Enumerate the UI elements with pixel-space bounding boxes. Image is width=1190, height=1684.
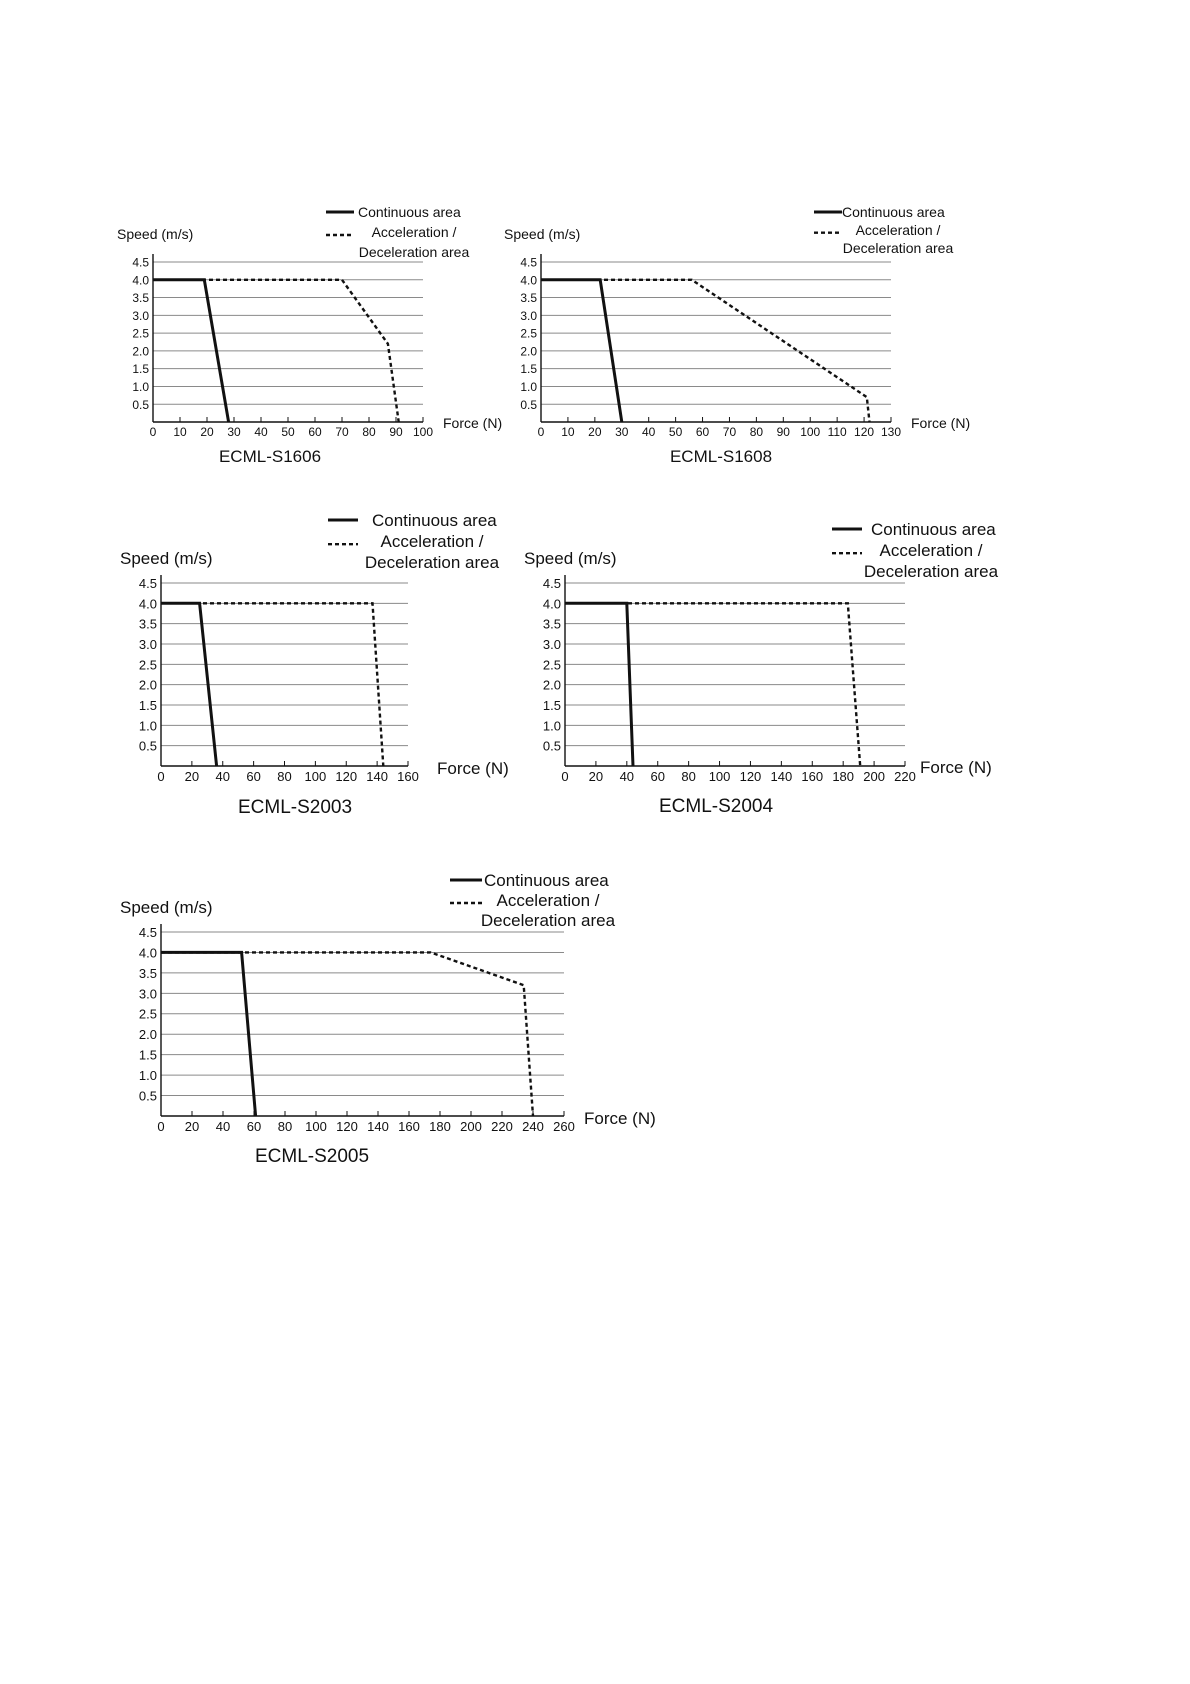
- legend-acceleration-label: Acceleration /: [371, 223, 457, 240]
- x-tick-label: 100: [800, 425, 821, 439]
- y-tick-label: 1.0: [520, 380, 537, 395]
- x-tick-label: 100: [304, 769, 327, 784]
- x-tick-label: 80: [277, 1119, 293, 1134]
- y-tick-label: 3.5: [520, 291, 537, 306]
- legend-continuous-label: Continuous area: [358, 203, 461, 220]
- x-tick-label: 160: [398, 1119, 420, 1134]
- x-tick-label: 0: [157, 769, 165, 784]
- x-tick-label: 120: [854, 425, 875, 439]
- x-tick-label: 20: [588, 769, 604, 784]
- y-tick-label: 1.5: [138, 1047, 157, 1063]
- y-tick-label: 3.0: [138, 636, 157, 652]
- chart-title: ECML-S2005: [254, 1146, 370, 1167]
- x-tick-label: 30: [227, 425, 241, 439]
- x-tick-label: 0: [149, 425, 157, 439]
- chart-title: ECML-S2004: [658, 796, 774, 817]
- legend-continuous-label: Continuous area: [871, 520, 996, 540]
- x-tick-label: 60: [246, 769, 261, 784]
- y-tick-label: 2.5: [542, 657, 561, 673]
- x-tick-label: 10: [561, 425, 575, 439]
- y-tick-label: 2.5: [132, 326, 149, 341]
- legend-acceleration-label: Acceleration /: [380, 532, 484, 552]
- legend-deceleration-label: Deceleration area: [842, 239, 954, 256]
- y-tick-label: 4.0: [138, 945, 157, 961]
- y-tick-label: 2.0: [138, 677, 157, 693]
- x-tick-label: 240: [522, 1119, 544, 1134]
- x-tick-label: 80: [277, 769, 292, 784]
- legend-continuous-label: Continuous area: [372, 511, 497, 531]
- y-tick-label: 4.0: [132, 273, 149, 288]
- x-tick-label: 220: [491, 1119, 513, 1134]
- y-tick-label: 0.5: [520, 397, 537, 412]
- x-tick-label: 0: [537, 425, 545, 439]
- legend-deceleration-label: Deceleration area: [480, 911, 616, 931]
- y-tick-label: 3.5: [542, 616, 561, 632]
- x-tick-label: 160: [801, 769, 824, 784]
- x-axis-label: Force (N): [584, 1109, 656, 1128]
- chart-title: ECML-S2003: [237, 797, 353, 818]
- x-tick-label: 220: [894, 769, 916, 784]
- x-tick-label: 40: [215, 769, 230, 784]
- y-tick-label: 0.5: [132, 397, 149, 412]
- x-tick-label: 20: [184, 1119, 200, 1134]
- legend-deceleration-label: Deceleration area: [358, 243, 470, 260]
- y-tick-label: 3.0: [520, 308, 537, 323]
- y-axis-label: Speed (m/s): [504, 226, 581, 242]
- y-tick-label: 3.5: [138, 965, 157, 981]
- y-tick-label: 0.5: [138, 738, 157, 754]
- y-tick-label: 3.0: [138, 986, 157, 1002]
- x-tick-label: 100: [305, 1119, 327, 1134]
- legend-acceleration-label: Acceleration /: [879, 541, 983, 561]
- x-axis-label: Force (N): [443, 415, 503, 431]
- chart-title: ECML-S1606: [218, 447, 322, 466]
- y-tick-label: 2.5: [138, 1006, 157, 1022]
- x-tick-label: 90: [389, 425, 403, 439]
- x-tick-label: 40: [642, 425, 656, 439]
- y-tick-label: 1.0: [138, 1068, 157, 1084]
- y-tick-label: 1.5: [542, 697, 561, 713]
- x-tick-label: 50: [281, 425, 295, 439]
- y-tick-label: 0.5: [138, 1088, 157, 1104]
- y-tick-label: 4.5: [520, 255, 537, 270]
- y-tick-label: 1.5: [138, 697, 157, 713]
- y-tick-label: 3.5: [138, 616, 157, 632]
- x-tick-label: 140: [366, 769, 388, 784]
- x-tick-label: 110: [827, 425, 847, 439]
- y-axis-label: Speed (m/s): [120, 549, 213, 568]
- x-tick-label: 140: [770, 769, 793, 784]
- x-tick-label: 0: [561, 769, 569, 784]
- x-tick-label: 20: [184, 769, 200, 784]
- x-tick-label: 120: [335, 769, 358, 784]
- chart-title: ECML-S1608: [669, 447, 773, 466]
- legend-continuous-label: Continuous area: [484, 871, 609, 891]
- y-tick-label: 4.5: [138, 575, 157, 591]
- legend-deceleration-label: Deceleration area: [364, 553, 500, 573]
- x-tick-label: 70: [335, 425, 349, 439]
- x-tick-label: 60: [650, 769, 665, 784]
- legend-continuous-label: Continuous area: [842, 203, 945, 220]
- y-tick-label: 1.0: [542, 718, 561, 734]
- x-tick-label: 80: [749, 425, 764, 439]
- y-tick-label: 2.0: [138, 1027, 157, 1043]
- x-tick-label: 200: [460, 1119, 482, 1134]
- legend-deceleration-label: Deceleration area: [863, 562, 999, 582]
- x-axis-label: Force (N): [437, 759, 509, 778]
- y-axis-label: Speed (m/s): [117, 226, 194, 242]
- legend-acceleration-label: Acceleration /: [855, 221, 941, 238]
- y-axis-label: Speed (m/s): [524, 549, 617, 568]
- y-tick-label: 2.5: [138, 657, 157, 673]
- y-tick-label: 4.5: [138, 924, 157, 940]
- x-axis-label: Force (N): [911, 415, 971, 431]
- y-tick-label: 4.0: [542, 596, 561, 612]
- x-tick-label: 260: [553, 1119, 575, 1134]
- y-tick-label: 4.5: [132, 255, 149, 270]
- x-tick-label: 60: [308, 425, 322, 439]
- x-tick-label: 100: [708, 769, 731, 784]
- x-tick-label: 120: [739, 769, 762, 784]
- y-axis-label: Speed (m/s): [120, 898, 213, 917]
- x-tick-label: 40: [215, 1119, 231, 1134]
- y-tick-label: 4.0: [138, 596, 157, 612]
- x-tick-label: 180: [832, 769, 855, 784]
- x-tick-label: 50: [668, 425, 683, 439]
- x-tick-label: 90: [776, 425, 790, 439]
- x-tick-label: 180: [429, 1119, 451, 1134]
- x-tick-label: 70: [722, 425, 737, 439]
- y-tick-label: 1.0: [132, 380, 149, 395]
- x-tick-label: 20: [588, 425, 602, 439]
- x-tick-label: 40: [619, 769, 635, 784]
- y-tick-label: 1.5: [132, 362, 149, 377]
- x-tick-label: 120: [336, 1119, 358, 1134]
- x-tick-label: 130: [880, 425, 902, 439]
- y-tick-label: 4.0: [520, 273, 537, 288]
- y-tick-label: 3.5: [132, 291, 149, 306]
- x-tick-label: 60: [246, 1119, 262, 1134]
- y-tick-label: 2.0: [132, 344, 149, 359]
- x-tick-label: 20: [200, 425, 214, 439]
- x-tick-label: 10: [173, 425, 187, 439]
- x-tick-label: 200: [863, 769, 885, 784]
- x-tick-label: 80: [681, 769, 696, 784]
- x-tick-label: 140: [367, 1119, 389, 1134]
- y-tick-label: 2.0: [520, 344, 537, 359]
- x-axis-label: Force (N): [920, 758, 992, 777]
- x-tick-label: 60: [695, 425, 710, 439]
- legend-acceleration-label: Acceleration /: [496, 891, 600, 911]
- x-tick-label: 0: [157, 1119, 165, 1134]
- y-tick-label: 4.5: [542, 575, 561, 591]
- y-tick-label: 0.5: [542, 738, 561, 754]
- y-tick-label: 2.5: [520, 326, 537, 341]
- y-tick-label: 2.0: [542, 677, 561, 693]
- x-tick-label: 40: [254, 425, 268, 439]
- y-tick-label: 1.5: [520, 362, 537, 377]
- x-tick-label: 80: [362, 425, 376, 439]
- x-tick-label: 30: [615, 425, 629, 439]
- x-tick-label: 160: [397, 769, 419, 784]
- y-tick-label: 1.0: [138, 718, 157, 734]
- y-tick-label: 3.0: [542, 636, 561, 652]
- x-tick-label: 100: [412, 425, 434, 439]
- y-tick-label: 3.0: [132, 308, 149, 323]
